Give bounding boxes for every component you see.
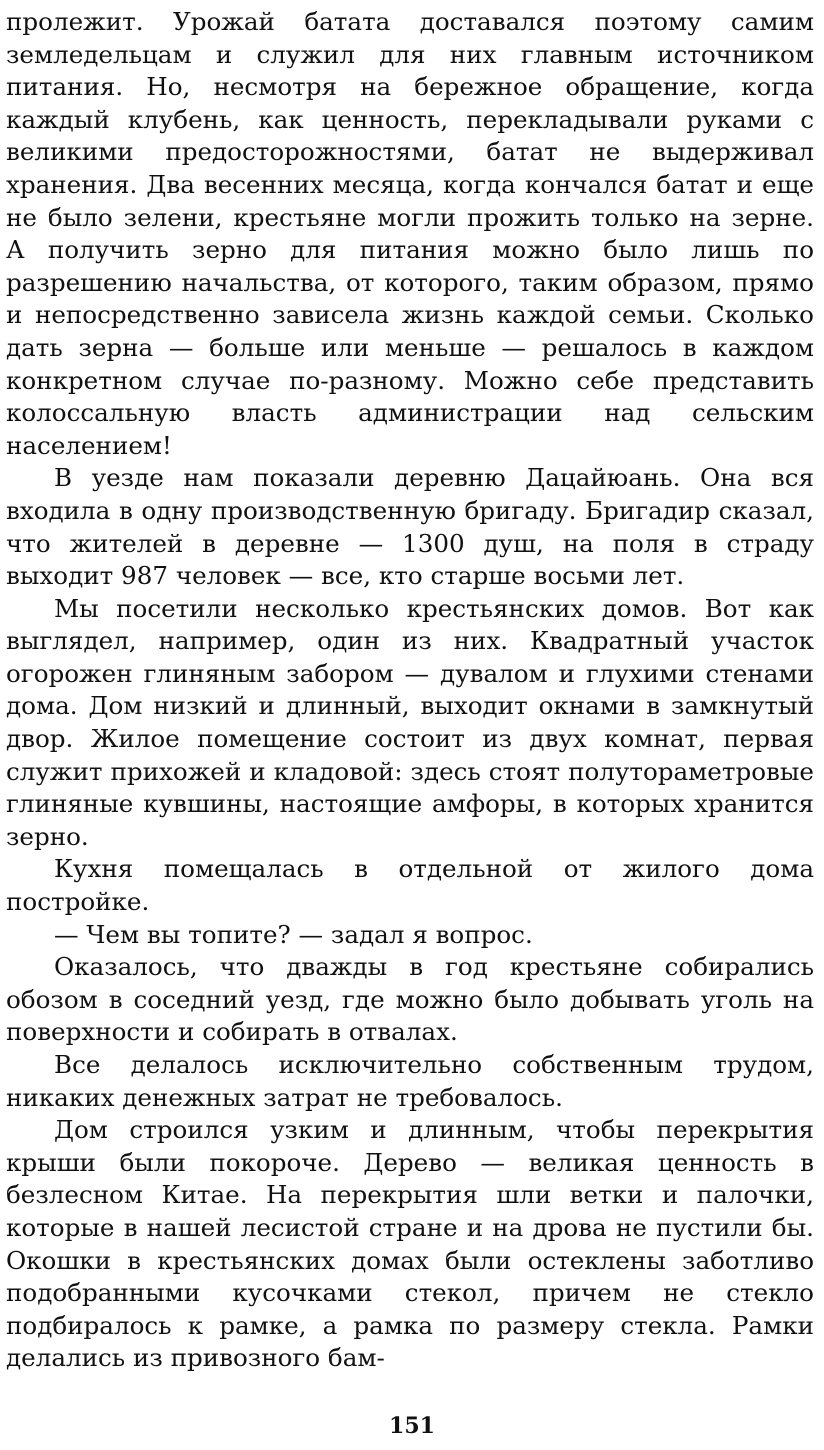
paragraph-house-visit: Мы посетили несколько крестьянских домов. Вот как выглядел, например, один из них. Квадратный участок огорожен глиняным забором — дувалом и глухими стенами дома. Дом низкий и длинный, выходит окнами в замкнутый двор. Жилое помещение состоит из двух комнат, первая служит прихожей и кладовой: здесь стоят полутораметровые глиняные кувшины, настоящие амфоры, в которых хранится зерно. bbox=[6, 593, 814, 851]
paragraph-coal: Оказалось, что дважды в год крестьяне собирались обозом в соседний уезд, где можно было добывать уголь на поверхности и собирать в отвалах. bbox=[6, 952, 814, 1047]
text-body bbox=[6, 6, 814, 1375]
paragraph-village: В уезде нам показали деревню Дацайюань. Она вся входила в одну производственную бригаду. Бригадир сказал, что жителей в деревне — 1300 душ, на поля в страду выходит 987 человек — все, кто старше восьми лет. bbox=[6, 463, 814, 591]
paragraph-question: — Чем вы топите? — задал я вопрос. bbox=[54, 919, 533, 949]
paragraph-house-build: Дом строился узким и длинным, чтобы перекрытия крыши были покороче. Дерево — великая ценность в безлесном Китае. На перекрытия шли ветки и палочки, которые в нашей лесистой стране и на дрова не пустили бы. Окошки в крестьянских домах были остеклены заботливо подобранными кусочками стекол, причем не стекло подбиралось к рамке, а рамка по размеру стекла. Рамки делались из привозного бам- bbox=[6, 1115, 814, 1373]
page-number: 151 bbox=[389, 1413, 435, 1439]
paragraph-continued: пролежит. Урожай батата доставался поэтому самим земледельцам и служил для них главным источником питания. Но, несмотря на бережное обращение, когда каждый клубень, как ценность, перекладывали руками с великими предосторожностями, батат не выдерживал хранения. Два весенних месяца, когда кончался батат и еще не было зелени, крестьяне могли прожить только на зерне. А получить зерно для питания можно было лишь по разрешению начальства, от которого, таким образом, прямо и непосредственно зависела жизнь каждой семьи. Сколько дать зерна — больше или меньше — решалось в каждом конкретном случае по-разному. Можно себе представить колоссальную власть администрации над сельским населением! bbox=[6, 7, 814, 460]
paragraph-own-labor: Все делалось исключительно собственным трудом, никаких денежных затрат не требовалось. bbox=[6, 1050, 814, 1112]
paragraph-kitchen: Кухня помещалась в отдельной от жилого дома постройке. bbox=[6, 854, 814, 917]
